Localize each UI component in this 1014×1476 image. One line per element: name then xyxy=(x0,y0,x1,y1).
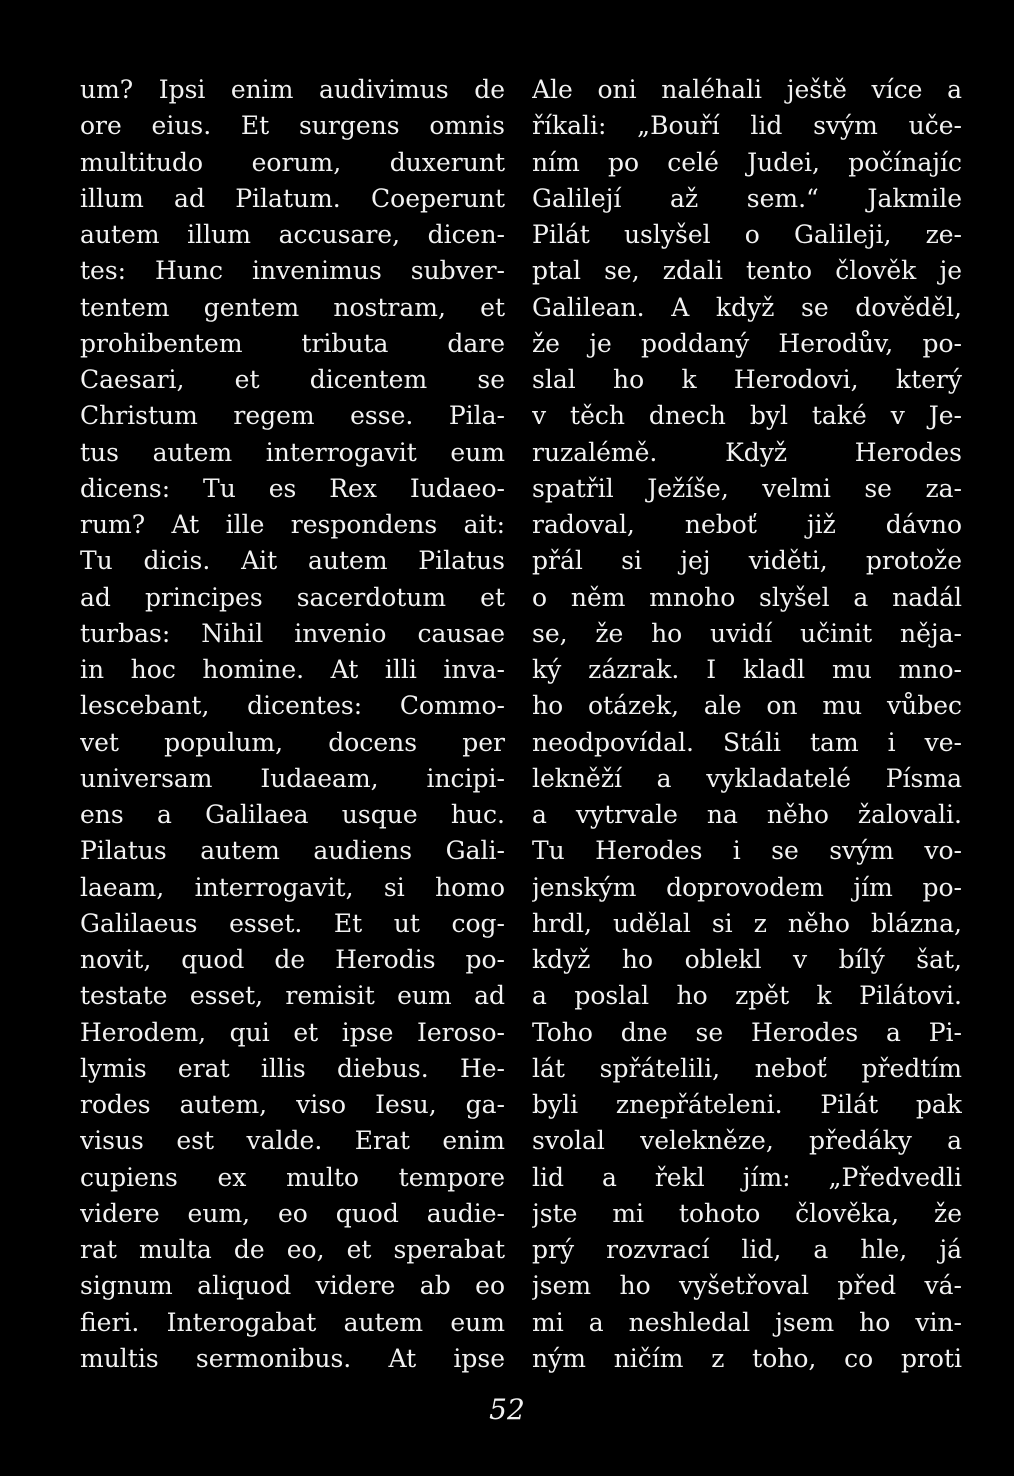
latin-text-column xyxy=(80,72,505,1377)
latin-text-line: lymis erat illis diebus. He- xyxy=(80,1053,505,1083)
latin-text-line: vet populum, docens per xyxy=(80,727,505,757)
czech-text-line: neodpovídal. Stáli tam i ve- xyxy=(532,727,962,757)
czech-text-line: jste mi tohoto člověka, že xyxy=(532,1198,962,1228)
latin-text-line: tentem gentem nostram, et xyxy=(80,292,505,322)
latin-text-line: laeam, interrogavit, si homo xyxy=(80,872,505,902)
latin-text-line: Pilatus autem audiens Gali- xyxy=(80,836,505,866)
czech-text-line: Tu Herodes i se svým vo- xyxy=(532,836,962,866)
czech-text-line: a vytrvale na něho žalovali. xyxy=(532,800,962,829)
czech-text-line: ním po celé Judei, počínajíc xyxy=(532,147,962,177)
latin-text-line: cupiens ex multo tempore xyxy=(80,1162,505,1192)
latin-text-line: novit, quod de Herodis po- xyxy=(80,945,505,974)
czech-text-line: že je poddaný Herodův, po- xyxy=(532,328,962,358)
latin-text-line: autem illum accusare, dicen- xyxy=(80,220,505,249)
czech-text-line: a poslal ho zpět k Pilátovi. xyxy=(532,981,962,1011)
latin-text-line: ore eius. Et surgens omnis xyxy=(80,111,505,141)
czech-text-line: byli znepřáteleni. Pilát pak xyxy=(532,1090,962,1119)
czech-text-line: přál si jej viděti, protože xyxy=(532,546,962,576)
czech-text-line: ným ničím z toho, co proti xyxy=(532,1343,962,1373)
latin-text-line: prohibentem tributa dare xyxy=(80,328,505,358)
czech-text-line: ruzalémě. Když Herodes xyxy=(532,437,962,467)
latin-text-line: ens a Galilaea usque huc. xyxy=(80,800,505,829)
czech-text-line: když ho oblekl v bílý šat, xyxy=(532,945,962,974)
latin-text-line: ad principes sacerdotum et xyxy=(80,582,505,612)
czech-text-line: prý rozvrací lid, a hle, já xyxy=(532,1235,962,1264)
czech-text-line: spatřil Ježíše, velmi se za- xyxy=(532,473,962,503)
czech-text-line: ho otázek, ale on mu vůbec xyxy=(532,691,962,721)
latin-text-line: Galilaeus esset. Et ut cog- xyxy=(80,908,505,938)
latin-text-line: lescebant, dicentes: Commo- xyxy=(80,691,505,721)
latin-text-line: tes: Hunc invenimus subver- xyxy=(80,256,505,286)
czech-text-line: se, že ho uvidí učinit něja- xyxy=(532,618,962,648)
latin-text-line: universam Iudaeam, incipi- xyxy=(80,763,505,793)
latin-text-line: Christum regem esse. Pila- xyxy=(80,401,505,431)
latin-text-line: turbas: Nihil invenio causae xyxy=(80,618,505,648)
czech-text-column xyxy=(532,72,962,1377)
latin-text-line: rum? At ille respondens ait: xyxy=(80,510,505,539)
page-number: 52 xyxy=(489,1393,525,1426)
latin-text-line: fieri. Interogabat autem eum xyxy=(80,1307,505,1337)
latin-text-line: rodes autem, viso Iesu, ga- xyxy=(80,1090,505,1119)
czech-text-line: lekněží a vykladatelé Písma xyxy=(532,763,962,793)
czech-text-line: Galilejí až sem.“ Jakmile xyxy=(532,183,962,213)
latin-text-line: multis sermonibus. At ipse xyxy=(80,1343,505,1373)
czech-text-line: Ale oni naléhali ještě více a xyxy=(532,75,962,104)
latin-text-line: Herodem, qui et ipse Ieroso- xyxy=(80,1017,505,1047)
latin-text-line: testate esset, remisit eum ad xyxy=(80,981,505,1011)
latin-text-line: illum ad Pilatum. Coeperunt xyxy=(80,183,505,213)
czech-text-line: říkali: „Bouří lid svým uče- xyxy=(532,111,962,141)
latin-text-line: in hoc homine. At illi inva- xyxy=(80,655,505,684)
czech-text-line: v těch dnech byl také v Je- xyxy=(532,401,962,431)
czech-text-line: jenským doprovodem jím po- xyxy=(532,872,962,902)
czech-text-line: Toho dne se Herodes a Pi- xyxy=(532,1017,962,1047)
latin-text-line: Caesari, et dicentem se xyxy=(80,365,505,394)
latin-text-line: rat multa de eo, et sperabat xyxy=(80,1235,505,1264)
czech-text-line: o něm mnoho slyšel a nadál xyxy=(532,582,962,612)
czech-text-line: ptal se, zdali tento člověk je xyxy=(532,256,962,286)
latin-text-line: multitudo eorum, duxerunt xyxy=(80,147,505,177)
czech-text-line: Galilean. A když se dověděl, xyxy=(532,292,962,322)
latin-text-line: dicens: Tu es Rex Iudaeo- xyxy=(80,473,505,503)
latin-text-line: tus autem interrogavit eum xyxy=(80,437,505,467)
czech-text-line: radoval, neboť již dávno xyxy=(532,510,962,539)
czech-text-line: slal ho k Herodovi, který xyxy=(532,365,962,394)
czech-text-line: mi a neshledal jsem ho vin- xyxy=(532,1307,962,1337)
latin-text-line: signum aliquod videre ab eo xyxy=(80,1271,505,1301)
czech-text-line: lát spřátelili, neboť předtím xyxy=(532,1053,962,1083)
czech-text-line: lid a řekl jím: „Předvedli xyxy=(532,1162,962,1192)
czech-text-line: svolal velekněze, předáky a xyxy=(532,1126,962,1156)
czech-text-line: jsem ho vyšetřoval před vá- xyxy=(532,1271,962,1301)
czech-text-line: hrdl, udělal si z něho blázna, xyxy=(532,908,962,938)
czech-text-line: Pilát uslyšel o Galileji, ze- xyxy=(532,220,962,249)
latin-text-line: um? Ipsi enim audivimus de xyxy=(80,75,505,104)
latin-text-line: visus est valde. Erat enim xyxy=(80,1126,505,1156)
latin-text-line: Tu dicis. Ait autem Pilatus xyxy=(80,546,505,576)
czech-text-line: ký zázrak. I kladl mu mno- xyxy=(532,655,962,684)
latin-text-line: videre eum, eo quod audie- xyxy=(80,1198,505,1228)
